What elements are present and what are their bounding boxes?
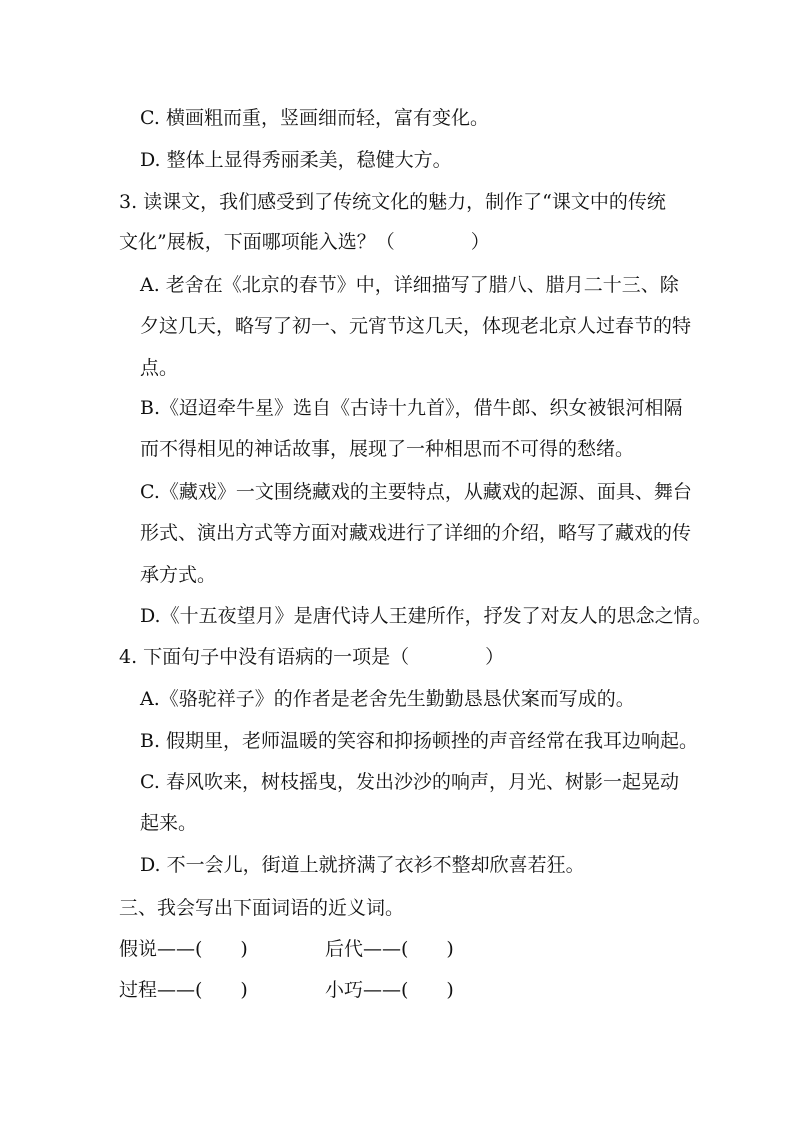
q3-option-a-line-1: A. 老舍在《北京的春节》中，详细描写了腊八、腊月二十三、除 [140, 274, 679, 296]
q3-option-b-line-1: B.《迢迢牵牛星》选自《古诗十九首》，借牛郎、织女被银河相隔 [140, 397, 683, 419]
q4-option-a: A.《骆驼祥子》的作者是老舍先生勤勤恳恳伏案而写成的。 [140, 688, 635, 710]
section-3-title: 三、我会写出下面词语的近义词。 [119, 897, 405, 919]
vocab-row-1-right: 后代——( ) [325, 938, 454, 960]
q3-option-a-line-3: 点。 [140, 357, 179, 379]
vocab-row-1-left: 假说——( ) [119, 938, 248, 960]
q3-option-b-line-2: 而不得相见的神话故事，展现了一种相思而不可得的愁绪。 [140, 438, 635, 460]
q4-stem: 4. 下面句子中没有语病的一项是（ ） [119, 646, 505, 668]
q4-option-c-line-2: 起来。 [140, 812, 198, 834]
q3-option-c-line-3: 承方式。 [140, 564, 217, 586]
q3-option-c-line-1: C.《藏戏》一文围绕藏戏的主要特点，从藏戏的起源、面具、舞台 [140, 481, 692, 503]
q2-option-d: D. 整体上显得秀丽柔美，稳健大方。 [140, 149, 452, 171]
q2-option-c: C. 横画粗而重，竖画细而轻，富有变化。 [140, 107, 489, 129]
q4-option-c-line-1: C. 春风吹来，树枝摇曳，发出沙沙的响声，月光、树影一起晃动 [140, 771, 679, 793]
q3-stem-line-1: 3. 读课文，我们感受到了传统文化的魅力，制作了“课文中的传统 [119, 191, 666, 213]
vocab-row-2-left: 过程——( ) [119, 979, 248, 1001]
q3-option-d-line-1: D.《十五夜望月》是唐代诗人王建所作，抒发了对友人的思念之情。 [140, 605, 712, 627]
vocab-row-2-right: 小巧——( ) [325, 979, 454, 1001]
q3-stem-line-2: 文化”展板，下面哪项能入选？（ ） [119, 231, 490, 253]
q4-option-b: B. 假期里，老师温暖的笑容和抑扬顿挫的声音经常在我耳边响起。 [140, 730, 699, 752]
q3-option-a-line-2: 夕这几天，略写了初一、元宵节这几天，体现老北京人过春节的特 [140, 315, 692, 337]
q4-option-d: D. 不一会儿，街道上就挤满了衣衫不整却欣喜若狂。 [140, 854, 585, 876]
q3-option-c-line-2: 形式、演出方式等方面对藏戏进行了详细的介绍，略写了藏戏的传 [140, 522, 692, 544]
